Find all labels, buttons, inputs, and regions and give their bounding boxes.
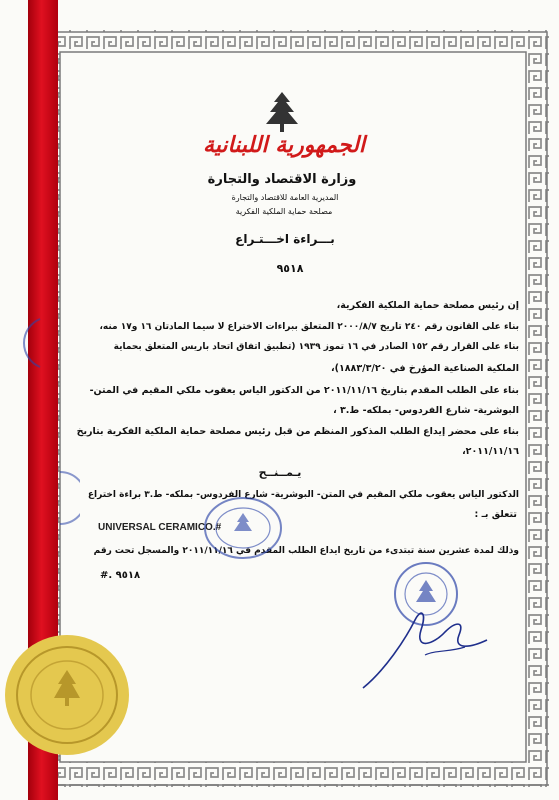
document-title: بـــراءة اخـــتـراع: [235, 232, 335, 246]
republic-name: الجمهورية اللبنانية: [202, 132, 366, 158]
ministry-stamp-icon: [202, 495, 284, 561]
document-number: ٩٥١٨: [276, 262, 304, 275]
signature: [355, 600, 495, 695]
body-line-8: ٢٠١١/١١/١٦،: [462, 446, 519, 457]
office-name: مصلحة حماية الملكية الفكرية: [235, 207, 333, 216]
duration-line: وذلك لمدة عشرين سنة تبتدىء من تاريخ ايداع الطلب المقدم في ٢٠١١/١١/١٦ والمسجل تحت رقم: [93, 546, 519, 556]
ministry-name: وزارة الاقتصاد والتجارة: [207, 172, 357, 187]
body-line-3: بناء على القرار رقم ١٥٢ الصادر في ١٦ تموز ١٩٣٩ (تطبيق اتفاق اتحاد باريس المتعلق بحماية: [113, 342, 519, 352]
body-line-4: الملكية الصناعية المؤرخ في ١٨٨٣/٣/٢٠)،: [330, 363, 519, 374]
directorate-name: المديرية العامة للاقتصاد والتجارة: [231, 193, 339, 202]
body-line-2: بناء على القانون رقم ٢٤٠ تاريخ ٢٠٠٠/٨/٧ المتعلق ببراءات الاختراع لا سيما المادتان ١٦ و١٧ منه،: [99, 322, 519, 332]
grants-heading: يـمــنــح: [258, 466, 302, 479]
invention-title: UNIVERSAL CERAMICO.#: [98, 522, 222, 533]
cedar-emblem-icon: [262, 90, 302, 138]
gold-wax-seal-icon: [2, 630, 132, 760]
relates-label: تتعلق بـ :: [474, 509, 517, 520]
edge-stamp-left-icon: [12, 315, 42, 371]
body-line-6: البوشرية- شارع الفردوس- بملكه- ط.٣ ،: [333, 405, 519, 416]
body-line-5: بناء على الطلب المقدم بتاريخ ٢٠١١/١١/١٦ من الدكتور الياس يعقوب ملكي المقيم في المتن-: [89, 385, 519, 396]
body-line-1: إن رئيس مصلحة حماية الملكية الفكرية،: [336, 300, 519, 311]
registration-number: #. ٩٥١٨: [100, 570, 141, 581]
body-line-7: بناء على محضر إيداع الطلب المذكور المنظم من قبل رئيس مصلحة حماية الملكية الفكرية بتاريخ: [76, 426, 519, 437]
edge-stamp-left-2-icon: [58, 468, 80, 528]
grantee-line: الدكتور الياس يعقوب ملكي المقيم في المتن- البوشرية- شارع الفردوس- بملكه- ط.٣ براءة اختراع: [87, 490, 519, 500]
